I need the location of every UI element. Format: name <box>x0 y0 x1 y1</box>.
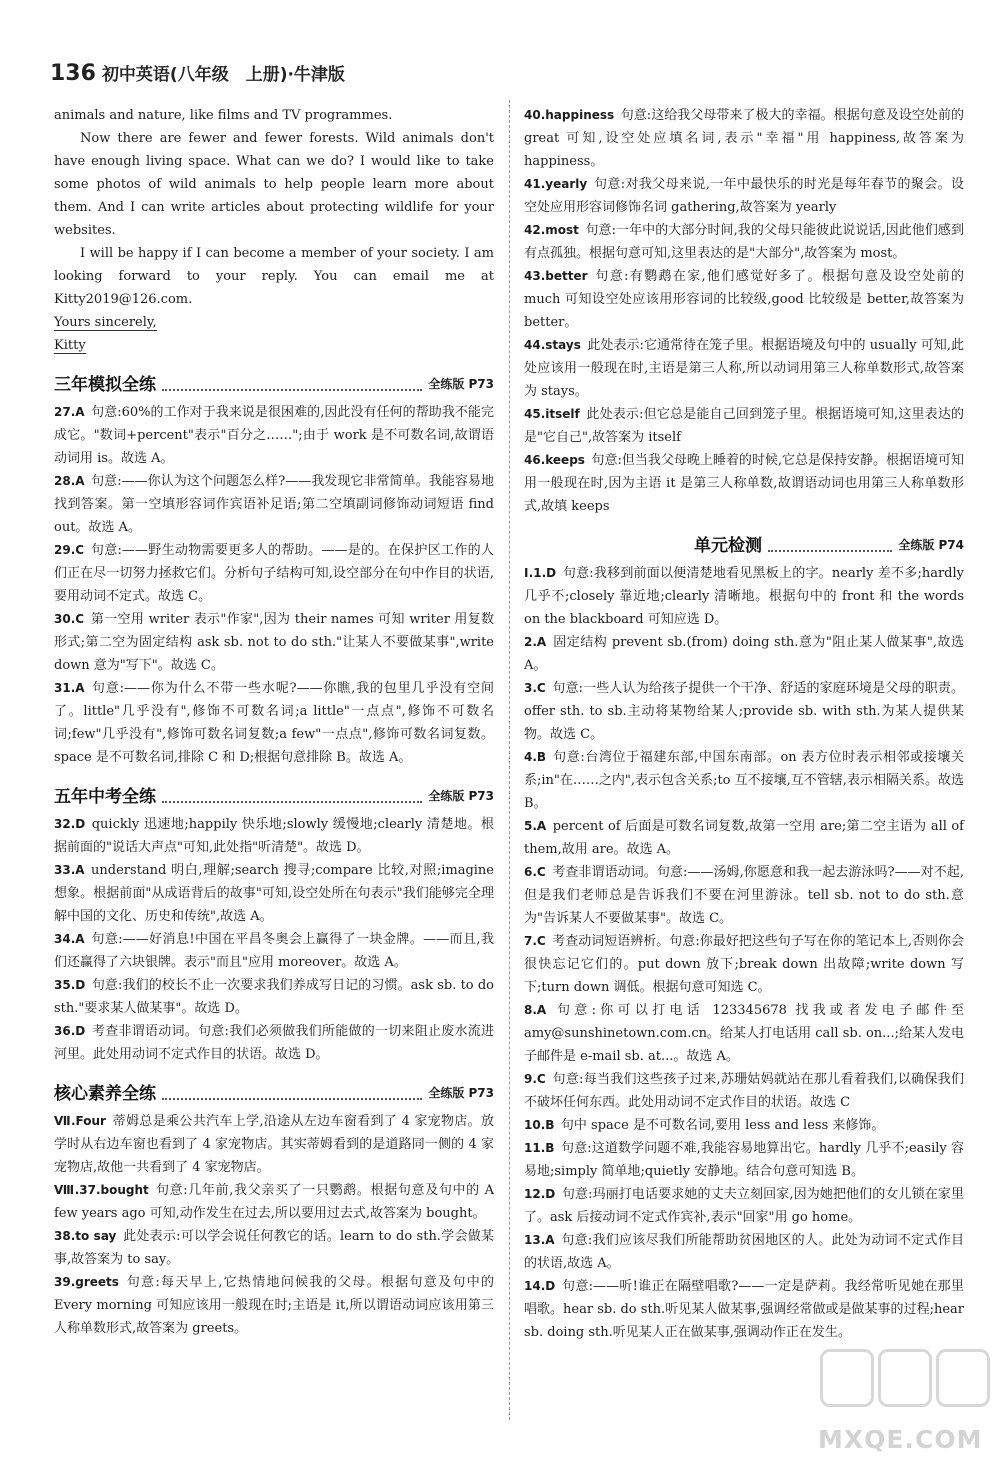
answer-item <box>524 1183 964 1229</box>
answer-item <box>524 746 964 815</box>
answer-explanation: 句意:——野生动物需要更多人的帮助。——是的。在保护区工作的人们正在尽一切努力拯救它们。分析句子结构可知,设空部分在句中作目的状语,要用动词不定式。故选 C。 <box>54 543 494 604</box>
page-header <box>50 62 345 92</box>
answer-item <box>54 1020 494 1066</box>
answer-item <box>54 859 494 928</box>
watermark-url: MXQE.COM <box>818 1425 983 1454</box>
answer-explanation: 此处表示:可以学会说任何教它的话。learn to do sth.学会做某事,故答案为 to say。 <box>54 1229 494 1267</box>
answer-item <box>524 631 964 677</box>
answer-explanation: 蒂姆总是乘公共汽车上学,沿途从左边车窗看到了 4 家宠物店。放学时从右边车窗也看到了 4 家宠物店。其实蒂姆看到的是道路同一侧的 4 家宠物店,故他一共看到了 4 家宠物店。 <box>54 1114 494 1175</box>
answer-number: 9.C <box>524 1072 546 1086</box>
answer-explanation: 句意:每当我们这些孩子过来,苏珊姑妈就站在那儿看着我们,以确保我们不破坏任何东西。此处用动词不定式作目的状语。故选 C <box>524 1072 964 1110</box>
answer-explanation: 此处表示:它通常待在笼子里。根据语境及句中的 usually 可知,此处应该用一般现在时,主语是第三人称,所以动词用第三人称单数形式,故答案为 stays。 <box>524 338 964 399</box>
answer-explanation: 句意:对我父母来说,一年中最快乐的时光是每年春节的聚会。设空处应用形容词修饰名词 gathering,故答案为 yearly <box>524 177 964 215</box>
answer-item <box>524 562 964 631</box>
answer-explanation: 句意:我们应该尽我们所能帮助贫困地区的人。此处为动词不定式作目的状语,故选 A。 <box>524 1233 964 1271</box>
section-heading <box>54 1076 494 1106</box>
answer-explanation: 固定结构 prevent sb.(from) doing sth.意为"阻止某人做某事",故选 A。 <box>524 635 964 673</box>
answer-item <box>524 1275 964 1344</box>
section-heading <box>694 528 964 558</box>
section-title: 单元检测 <box>694 536 762 556</box>
section-title: 五年中考全练 <box>54 787 156 807</box>
answer-item <box>54 974 494 1020</box>
answer-item <box>524 104 964 173</box>
leader-dots <box>768 550 892 552</box>
answer-item <box>524 265 964 334</box>
answer-number: 41.yearly <box>524 177 588 191</box>
answer-number: 43.better <box>524 269 588 283</box>
answer-explanation: 句中 space 是不可数名词,要用 less and less 来修饰。 <box>560 1118 885 1133</box>
answer-explanation: 句意:一年中的大部分时间,我的父母只能彼此说说话,因此他们感到有点孤独。根据句意可知,这里表达的是"大部分",故答案为 most。 <box>524 223 964 261</box>
watermark-stamp-icon <box>820 1349 874 1407</box>
book-title: 初中英语(八年级 上册)·牛津版 <box>101 65 345 85</box>
answer-number: 3.C <box>524 681 546 695</box>
answer-explanation: 句意:60%的工作对于我来说是很困难的,因此没有任何的帮助我不能完成它。"数词+percent"表示"百分之……";由于 work 是不可数名词,故谓语动词用 is。故选 A。 <box>54 405 494 466</box>
answer-item <box>54 539 494 608</box>
answer-explanation: 句意:玛丽打电话要求她的丈夫立刻回家,因为她把他们的女儿锁在家里了。ask 后接动词不定式作宾补,表示"回家"用 go home。 <box>524 1187 964 1225</box>
answer-number: 11.B <box>524 1141 555 1155</box>
answer-item <box>524 861 964 930</box>
section-heading <box>54 367 494 397</box>
answer-item <box>54 1179 494 1225</box>
answer-number: 13.A <box>524 1233 555 1247</box>
answer-explanation: 句意:这给我父母带来了极大的幸福。根据句意及设空处前的 great 可知,设空处应填名词,表示"幸福"用 happiness,故答案为 happiness。 <box>524 108 964 169</box>
section-title: 核心素养全练 <box>54 1084 156 1104</box>
watermark-stamp-icon <box>936 1349 990 1407</box>
answer-explanation: 句意:有鹦鹉在家,他们感觉好多了。根据句意及设空处前的 much 可知设空处应该用形容词的比较级,good 比较级是 better,故答案为 better。 <box>524 269 964 330</box>
answer-number: 42.most <box>524 223 579 237</box>
answer-item <box>524 999 964 1068</box>
answer-item <box>524 334 964 403</box>
answer-number: 34.A <box>54 932 85 946</box>
answer-item <box>524 1229 964 1275</box>
answer-explanation: 考查非谓语动词。句意:——汤姆,你愿意和我一起去游泳吗?——对不起,但是我们老师总是告诉我们不要在河里游泳。tell sb. not to do sth.意为"告诉某人不要做某事"。故选 C。 <box>524 865 964 926</box>
answer-number: 32.D <box>54 817 86 831</box>
right-column <box>524 104 964 1344</box>
answer-item <box>54 677 494 769</box>
answer-number: 35.D <box>54 978 86 992</box>
answer-explanation: 句意:我移到前面以便清楚地看见黑板上的字。nearly 差不多;hardly 几乎不;closely 靠近地;clearly 清晰地。根据句中的 front 和 the words on the blackboard 可知应选 D。 <box>524 566 964 627</box>
answer-item <box>54 608 494 677</box>
section-title: 三年模拟全练 <box>54 375 156 395</box>
answer-number: 33.A <box>54 863 85 877</box>
answer-list <box>54 1110 494 1340</box>
answer-item <box>54 401 494 470</box>
answer-item <box>54 1225 494 1271</box>
answer-explanation: 句意:——听!谁正在隔壁唱歌?——一定是萨莉。我经常听见她在那里唱歌。hear sb. do sth.听见某人做某事,强调经常做或是做某事的过程;hear sb. doing sth.听见某人正在做某事,强调动作正在发生。 <box>524 1279 964 1340</box>
leader-dots <box>162 389 422 391</box>
answer-number: 28.A <box>54 474 85 488</box>
answer-explanation: 句意:——你为什么不带一些水呢?——你瞧,我的包里几乎没有空间了。little"几乎没有",修饰不可数名词;a little"一点点",修饰不可数名词;few"几乎没有",修饰可数名词复数;a few"一点点",修饰可数名词复数。space 是不可数名词,排除 C 和 D;根据句意排除 B。故选 A。 <box>54 681 494 765</box>
answer-number: 27.A <box>54 405 85 419</box>
letter-paragraph: animals and nature, like films and TV programmes. <box>54 108 393 123</box>
answer-number: Ⅰ.1.D <box>524 566 557 580</box>
answer-number: 2.A <box>524 635 547 649</box>
answer-list <box>54 813 494 1066</box>
answer-explanation: quickly 迅速地;happily 快乐地;slowly 缓慢地;clearly 清楚地。根据前面的"说话大声点"可知,此处指"听清楚"。故选 D。 <box>54 817 494 855</box>
answer-explanation: 句意:这道数学问题不难,我能容易地算出它。hardly 几乎不;easily 容易地;simply 简单地;quietly 安静地。结合句意可知选 B。 <box>524 1141 964 1179</box>
answer-explanation: percent of 后面是可数名词复数,故第一空用 are;第二空主语为 all of them,故用 are。故选 A。 <box>524 819 964 857</box>
column-divider <box>509 100 510 1420</box>
answer-explanation: 句意:几年前,我父亲买了一只鹦鹉。根据句意及句中的 A few years ago 可知,动作发生在过去,所以要用过去式,故答案为 bought。 <box>54 1183 494 1221</box>
left-column <box>54 104 494 1340</box>
letter-closing: Yours sincerely, <box>54 315 157 330</box>
answer-item <box>524 1114 964 1137</box>
answer-number: 12.D <box>524 1187 556 1201</box>
letter-paragraph: Now there are fewer and fewer forests. Wild animals don't have enough living space. What can we do? I would like to take some photos of wild animals to help people learn more about them. And I can write articles about protecting wildlife for your websites. <box>54 131 494 238</box>
answer-explanation: 第一空用 writer 表示"作家",因为 their names 可知 writer 用复数形式;第二空为固定结构 ask sb. not to do sth."让某人不要做某事",write down 意为"写下"。故选 C。 <box>54 612 494 673</box>
answer-item <box>524 173 964 219</box>
answer-list <box>54 401 494 769</box>
answer-number: Ⅷ.37.bought <box>54 1183 149 1197</box>
answer-number: 39.greets <box>54 1275 119 1289</box>
answer-item <box>524 930 964 999</box>
answer-list <box>524 104 964 518</box>
answer-explanation: 句意:我们的校长不止一次要求我们养成写日记的习惯。ask sb. to do sth."要求某人做某事"。故选 D。 <box>54 978 494 1016</box>
answer-item <box>524 1068 964 1114</box>
answer-explanation: 句意:——你认为这个问题怎么样?——我发现它非常简单。我能容易地找到答案。第一空填形容词作宾语补足语;第二空填副词修饰动词短语 find out。故选 A。 <box>54 474 494 535</box>
answer-number: 31.A <box>54 681 85 695</box>
answer-explanation: 考查动词短语辨析。句意:你最好把这些句子写在你的笔记本上,否则你会很快忘记它们的。put down 放下;break down 出故障;write down 写下;turn down 调低。根据句意可知选 C。 <box>524 934 964 995</box>
answer-number: 40.happiness <box>524 108 615 122</box>
answer-explanation: 句意:台湾位于福建东部,中国东南部。on 表方位时表示相邻或接壤关系;in"在……之内",表示包含关系;to 互不接壤,互不管辖,表示相隔关系。故选 B。 <box>524 750 964 811</box>
answer-number: 45.itself <box>524 407 580 421</box>
answer-item <box>524 219 964 265</box>
leader-dots <box>162 1098 422 1100</box>
answer-item <box>54 1110 494 1179</box>
answer-number: 46.keeps <box>524 453 585 467</box>
section-page-ref: 全练版 P73 <box>428 1086 494 1100</box>
answer-item <box>524 815 964 861</box>
section-page-ref: 全练版 P73 <box>428 789 494 803</box>
answer-item <box>54 470 494 539</box>
answer-item <box>54 1271 494 1340</box>
answer-number: Ⅶ.Four <box>54 1114 106 1128</box>
answer-item <box>54 813 494 859</box>
answer-number: 6.C <box>524 865 546 879</box>
answer-explanation: 考查非谓语动词。句意:我们必须做我们所能做的一切来阻止废水流进河里。此处用动词不定式作目的状语。故选 D。 <box>54 1024 494 1062</box>
letter-signature: Kitty <box>54 338 86 353</box>
letter-text <box>54 104 494 357</box>
answer-item <box>54 928 494 974</box>
watermark-stamp-icon <box>878 1349 932 1407</box>
answer-number: 5.A <box>524 819 547 833</box>
answer-explanation: 句意:每天早上,它热情地问候我的父母。根据句意及句中的 Every morning 可知应该用一般现在时;主语是 it,所以谓语动词应该用第三人称单数形式,故答案为 greets。 <box>54 1275 494 1336</box>
answer-explanation: 句意:但当我父母晚上睡着的时候,它总是保持安静。根据语境可知用一般现在时,因为主语 it 是第三人称单数,故谓语动词也用第三人称单数形式,故填 keeps <box>524 453 964 514</box>
answer-item <box>524 403 964 449</box>
answer-number: 10.B <box>524 1118 555 1132</box>
answer-explanation: understand 明白,理解;search 搜寻;compare 比较,对照;imagine 想象。根据前面"从成语背后的故事"可知,设空处所在句表示"我们能够完全理解中国的文化、历史和传统",故选 A。 <box>54 863 494 924</box>
section-heading <box>54 779 494 809</box>
answer-number: 36.D <box>54 1024 86 1038</box>
answer-number: 8.A <box>524 1003 547 1017</box>
page-number: 136 <box>50 61 96 86</box>
answer-number: 7.C <box>524 934 546 948</box>
letter-paragraph: I will be happy if I can become a member of your society. I am looking forward to your reply. You can email me at Kitty2019@126.com. <box>54 246 494 307</box>
answer-item <box>524 1137 964 1183</box>
watermark-logo <box>816 1345 994 1455</box>
answer-number: 29.C <box>54 543 85 557</box>
answer-explanation: 句意:——好消息!中国在平昌冬奥会上赢得了一块金牌。——而且,我们还赢得了六块银牌。表示"而且"应用 moreover。故选 A。 <box>54 932 494 970</box>
answer-list <box>524 562 964 1344</box>
section-page-ref: 全练版 P74 <box>898 538 964 552</box>
answer-explanation: 句意:你可以打电话 123345678 找我或者发电子邮件至 amy@sunshinetown.com.cn。给某人打电话用 call sb. on...;给某人发电子邮件是 e-mail sb. at...。故选 A。 <box>524 1003 964 1064</box>
answer-number: 4.B <box>524 750 547 764</box>
section-page-ref: 全练版 P73 <box>428 377 494 391</box>
answer-explanation: 句意:一些人认为给孩子提供一个干净、舒适的家庭环境是父母的职责。offer sth. to sb.主动将某物给某人;provide sb. with sth.为某人提供某物。故选 C。 <box>524 681 964 742</box>
answer-explanation: 此处表示:但它总是能自己回到笼子里。根据语境可知,这里表达的是"它自己",故答案为 itself <box>524 407 964 445</box>
answer-number: 44.stays <box>524 338 581 352</box>
answer-number: 14.D <box>524 1279 556 1293</box>
answer-number: 38.to say <box>54 1229 117 1243</box>
answer-number: 30.C <box>54 612 85 626</box>
answer-item <box>524 449 964 518</box>
answer-item <box>524 677 964 746</box>
leader-dots <box>162 801 422 803</box>
